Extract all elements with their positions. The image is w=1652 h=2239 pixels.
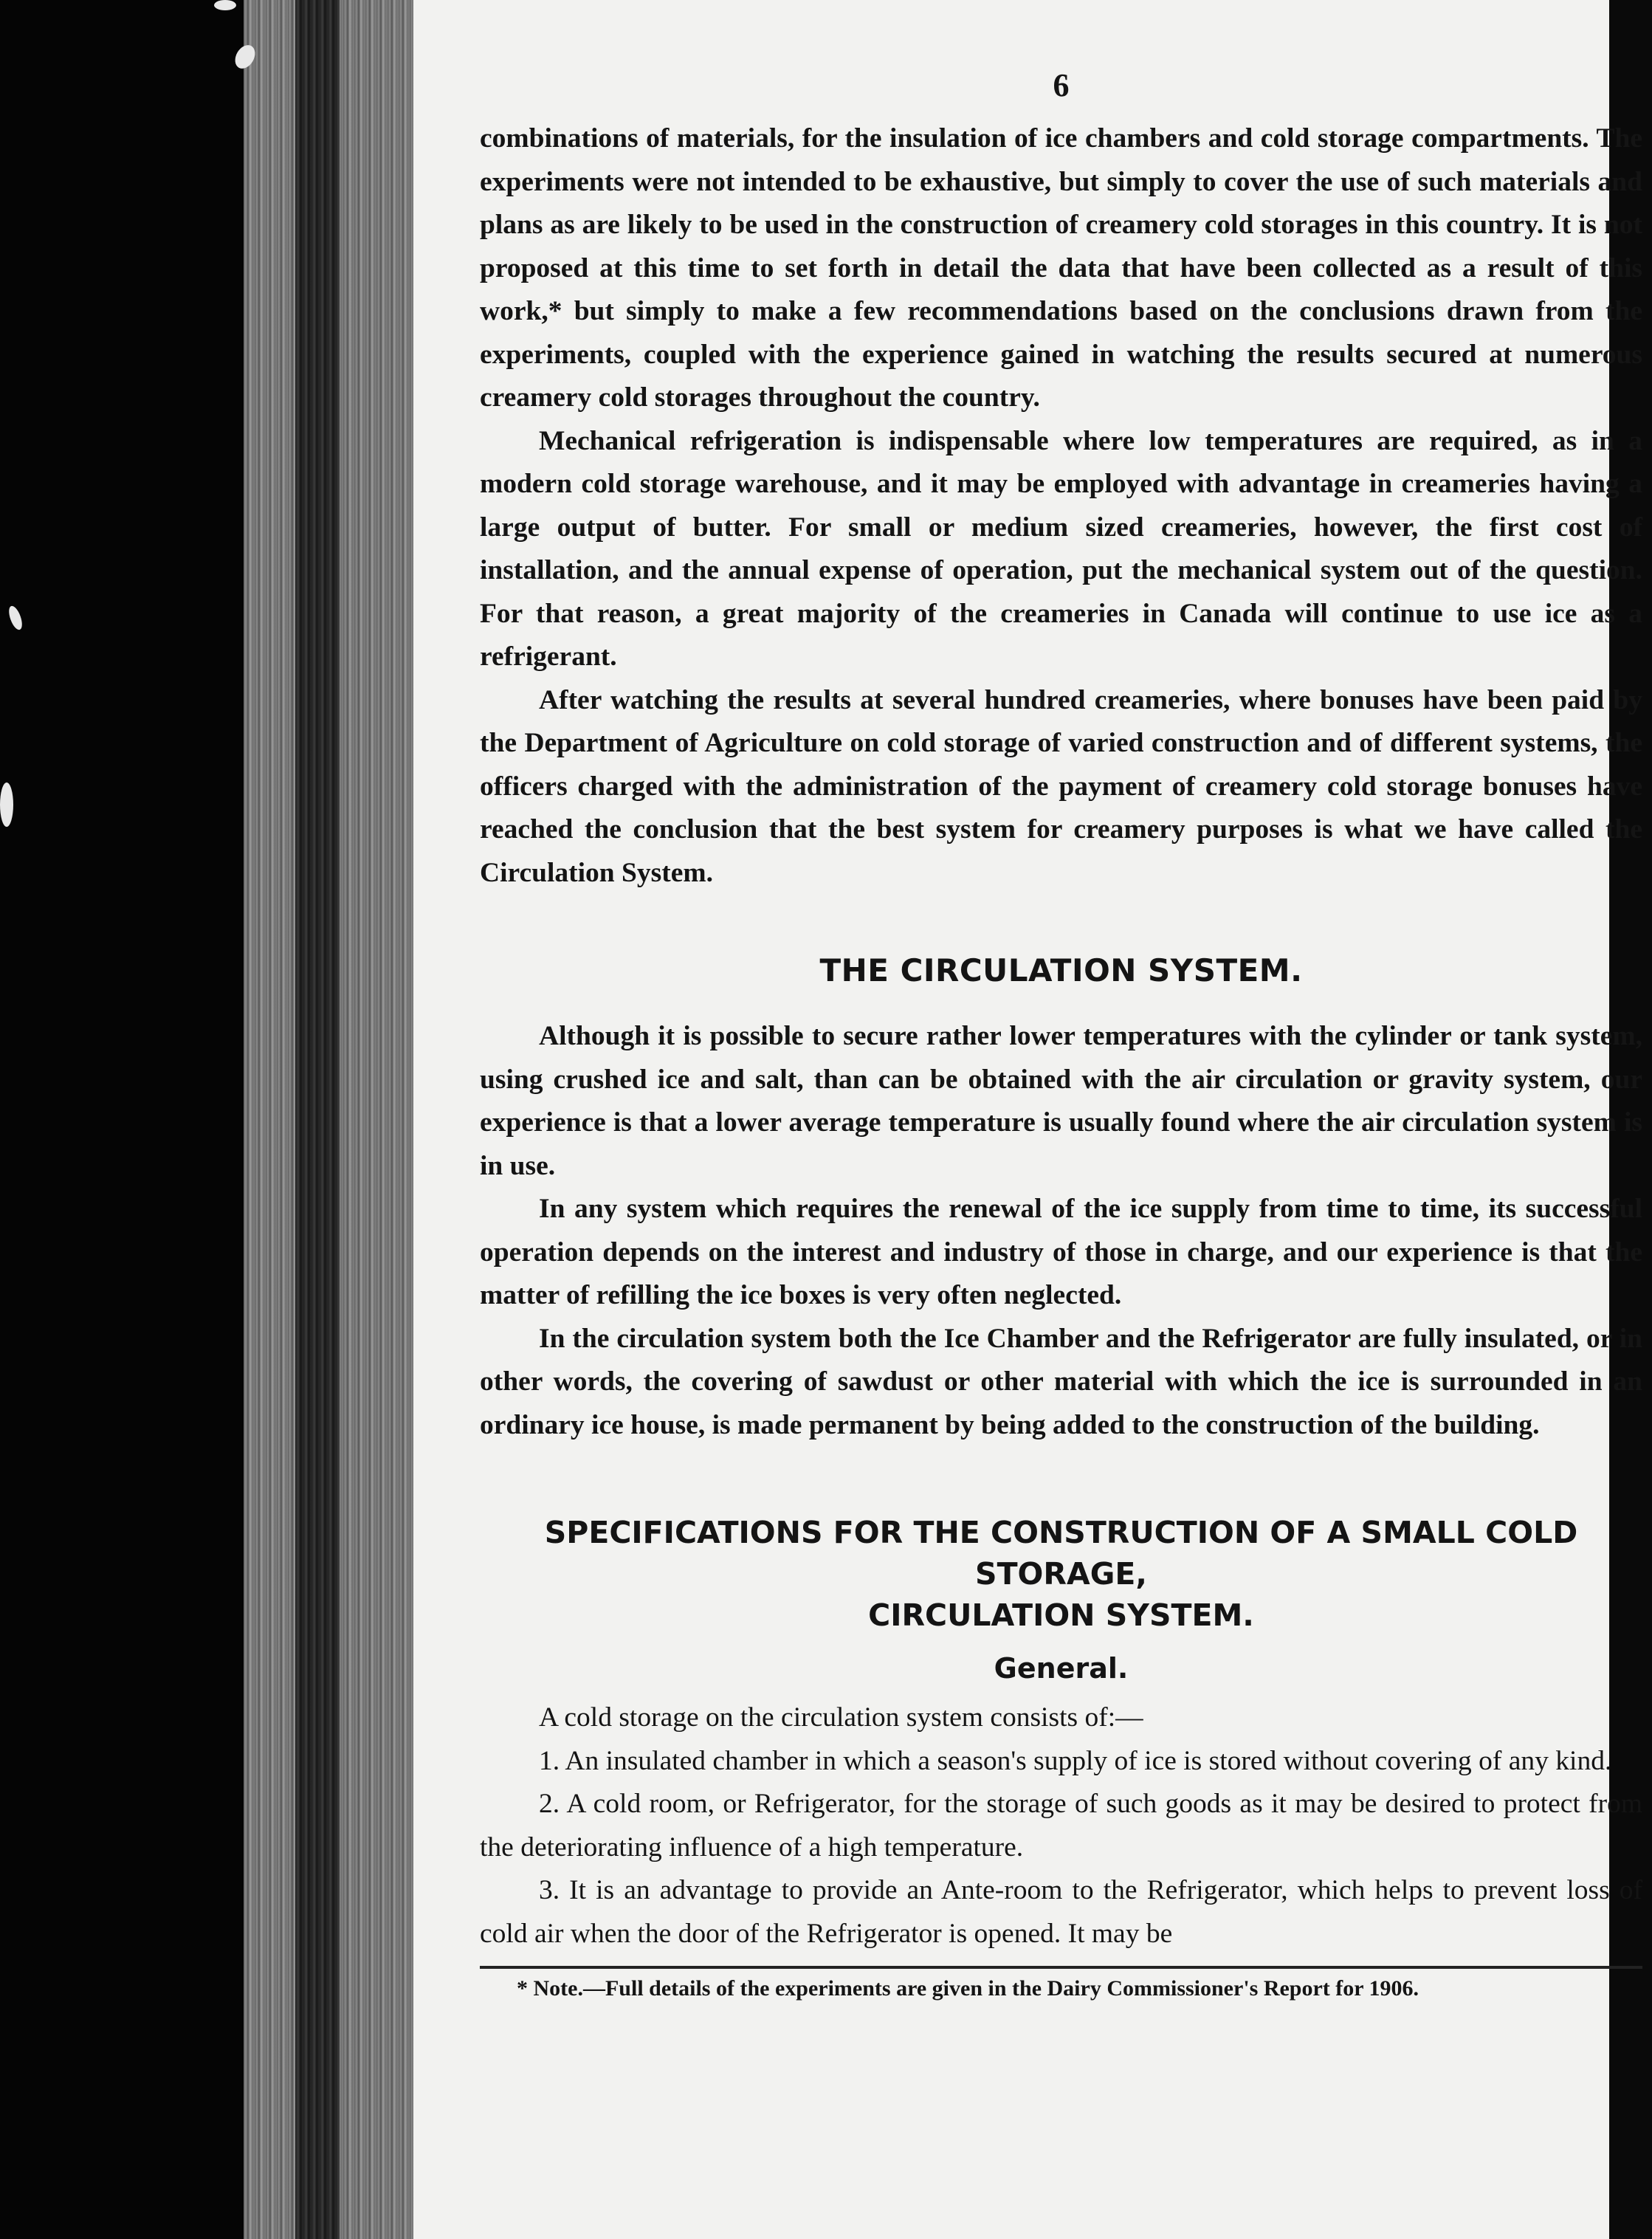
footnote: * Note.—Full details of the experiments are given in the Dairy Commissioner's Report for 1906. (517, 1976, 1419, 2001)
paragraph-mechanical-refrigeration: Mechanical refrigeration is indispensable where low temperatures are required, as in a modern cold storage warehouse, and it may be employed with advantage in creameries having a large output of butter. For small or medium sized creameries, however, the first cost of installation, and the annual expense of operation, put the mechanical system out of the question. For that reason, a great majority of the creameries in Canada will continue to use ice as a refrigerant. (480, 425, 1642, 672)
footnote-divider (480, 1966, 1642, 1969)
paragraph-lower-temperatures: Although it is possible to secure rather lower temperatures with the cylinder or tank system, using crushed ice and salt, than can be obtained with the air circulation or gravity system, our experience is that a lower average temperature is usually found where the air circulation system is in use. (480, 1021, 1642, 1181)
scan-speck (0, 783, 13, 827)
heading-general: General. (994, 1652, 1129, 1685)
list-item-insulated-chamber: 1. An insulated chamber in which a season's supply of ice is stored without covering of any kind. (539, 1745, 1612, 1776)
paragraph-consists-of: A cold storage on the circulation system consists of:— (539, 1702, 1143, 1733)
paragraph-materials: combinations of materials, for the insulation of ice chambers and cold storage compartments. The experiments were not intended to be exhaustive, but simply to cover the use of such materials and plans as are likely to be used in the construction of creamery cold storages in this country. It is not proposed at this time to set forth in detail the data that have been collected as a result of this work,* but simply to make a few recommendations based on the conclusions drawn from the experiments, coupled with the experience gained in watching the results secured at numerous creamery cold storages throughout the country. (480, 123, 1642, 413)
paragraph-bonuses: After watching the results at several hundred creameries, where bonuses have been paid by the Department of Agriculture on cold storage of varied construction and of different systems, the officers charged with the administration of the payment of creamery cold storage bonuses have reached the conclusion that the best system for creamery purposes is what we have called the Circulation System. (480, 684, 1642, 888)
paragraph-insulation: In the circulation system both the Ice Chamber and the Refrigerator are fully insulated, or in other words, the covering of sawdust or other material with which the ice is surrounded in an ordinary ice house, is made permanent by being added to the construction of the building. (480, 1323, 1642, 1440)
heading-specifications (480, 1512, 1642, 1636)
page-content (480, 66, 1642, 2001)
book-binding-shadow (295, 0, 340, 2239)
heading-specifications-line2: CIRCULATION SYSTEM. (868, 1597, 1254, 1633)
heading-specifications-line1: SPECIFICATIONS FOR THE CONSTRUCTION OF A SMALL COLD STORAGE, (544, 1515, 1578, 1592)
list-item-ante-room: 3. It is an advantage to provide an Ante-room to the Refrigerator, which helps to prevent loss of cold air when the door of the Refrigerator is opened. It may be (480, 1875, 1642, 1949)
scan-speck (214, 0, 236, 10)
heading-circulation-system: THE CIRCULATION SYSTEM. (819, 952, 1303, 988)
list-item-refrigerator: 2. A cold room, or Refrigerator, for the storage of such goods as it may be desired to protect from the deteriorating influence of a high temperature. (480, 1789, 1642, 1863)
page-number: 6 (1053, 67, 1070, 103)
paragraph-ice-supply: In any system which requires the renewal of the ice supply from time to time, its successful operation depends on the interest and industry of those in charge, and our experience is that the matter of refilling the ice boxes is very often neglected. (480, 1194, 1642, 1310)
